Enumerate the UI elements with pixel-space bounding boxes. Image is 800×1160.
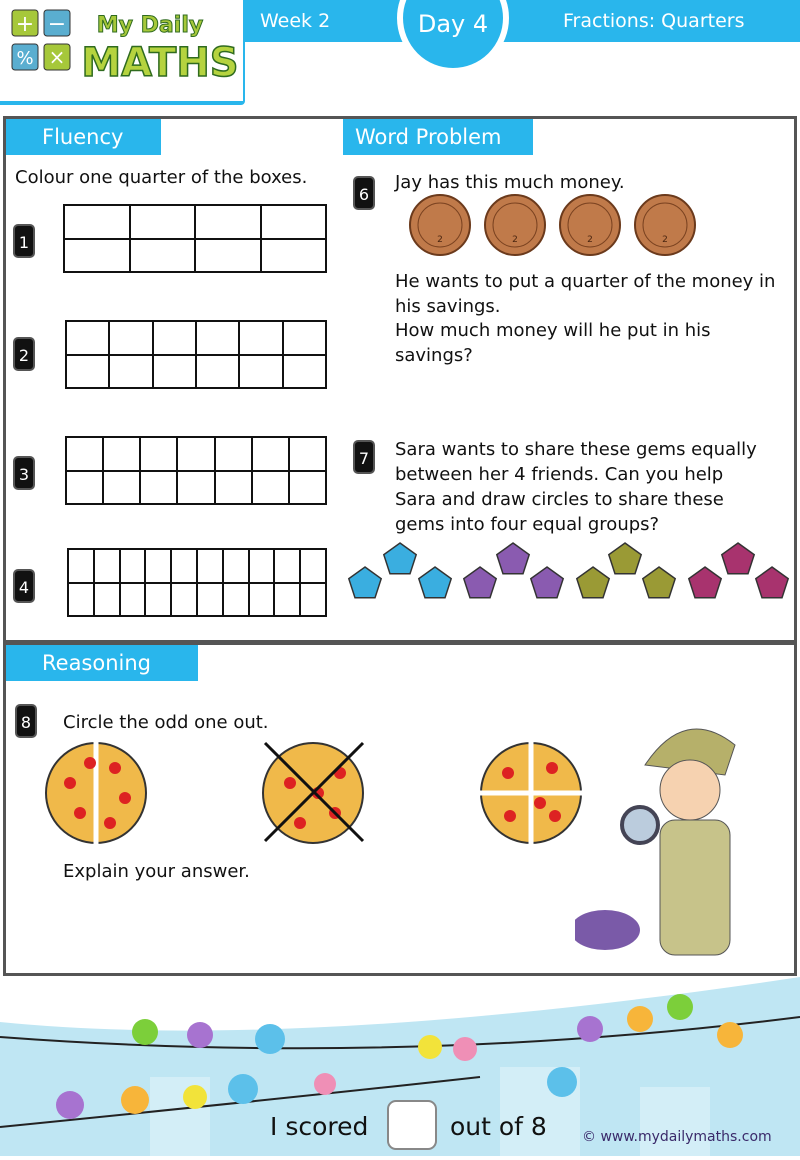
gem-icon: [643, 567, 675, 598]
question-number: 2: [13, 337, 35, 371]
question-number: 7: [353, 440, 375, 474]
gem-icon: [349, 567, 381, 598]
coin-icon: [635, 195, 695, 255]
gem-icon: [609, 543, 641, 574]
gems-image: [345, 538, 795, 608]
box-grid-4[interactable]: [67, 548, 327, 617]
logo-graphic: [0, 0, 240, 100]
fluency-title: Fluency: [6, 119, 161, 155]
question-number: 4: [13, 569, 35, 603]
q6-text: Jay has this much money.: [395, 172, 625, 193]
day-label: Day 4: [417, 10, 489, 38]
box-grid-1[interactable]: [63, 204, 327, 273]
question-number: 8: [15, 704, 37, 738]
box-grid-3[interactable]: [65, 436, 327, 505]
question-number: 3: [13, 456, 35, 490]
svg-text:2: 2: [512, 235, 518, 245]
q6-text-3: How much money will he put in his savings?: [395, 320, 711, 366]
pizza-halves-icon: [46, 740, 146, 846]
gem-icon: [531, 567, 563, 598]
word-problem-title: Word Problem: [343, 119, 533, 155]
gem-icon: [419, 567, 451, 598]
out-of-label: out of 8: [450, 1112, 547, 1141]
svg-text:+: +: [15, 12, 35, 37]
svg-text:%: %: [16, 48, 34, 69]
gem-icon: [689, 567, 721, 598]
score-input[interactable]: [387, 1100, 437, 1150]
gem-icon: [756, 567, 788, 598]
question-number: 1: [13, 224, 35, 258]
question-number: 6: [353, 176, 375, 210]
topic-label: Fractions: Quarters: [563, 10, 745, 32]
detective-illustration: [575, 705, 795, 973]
pizza-quarters-icon: [478, 740, 584, 846]
copyright: © www.mydailymaths.com: [582, 1129, 772, 1145]
q6-text-2: He wants to put a quarter of the money in his savings.: [395, 271, 776, 317]
svg-text:MATHS: MATHS: [81, 40, 239, 86]
coins-image: [405, 192, 705, 258]
coin-icon: [485, 195, 545, 255]
svg-text:2: 2: [587, 235, 593, 245]
gem-icon: [722, 543, 754, 574]
q8-text-2: Explain your answer.: [63, 861, 250, 882]
gem-icon: [464, 567, 496, 598]
fluency-instruction: Colour one quarter of the boxes.: [15, 167, 308, 188]
gem-icon: [577, 567, 609, 598]
reasoning-title: Reasoning: [6, 645, 198, 681]
pizzas-image: [40, 738, 600, 848]
logo: [0, 0, 245, 105]
gem-icon: [497, 543, 529, 574]
q8-text: Circle the odd one out.: [63, 712, 269, 733]
svg-text:−: −: [47, 12, 67, 37]
svg-text:2: 2: [437, 235, 443, 245]
pizza-crossed-icon: [263, 743, 363, 843]
box-grid-2[interactable]: [65, 320, 327, 389]
week-label: Week 2: [260, 10, 331, 32]
gem-icon: [384, 543, 416, 574]
coin-icon: [560, 195, 620, 255]
q7-text: Sara wants to share these gems equally between her 4 friends. Can you help Sara and draw circles to share these gems into four equal groups?: [395, 439, 757, 535]
svg-text:×: ×: [48, 45, 66, 69]
svg-text:My Daily: My Daily: [96, 13, 204, 38]
score-label: I scored: [270, 1112, 369, 1141]
coin-icon: [410, 195, 470, 255]
svg-text:2: 2: [662, 235, 668, 245]
